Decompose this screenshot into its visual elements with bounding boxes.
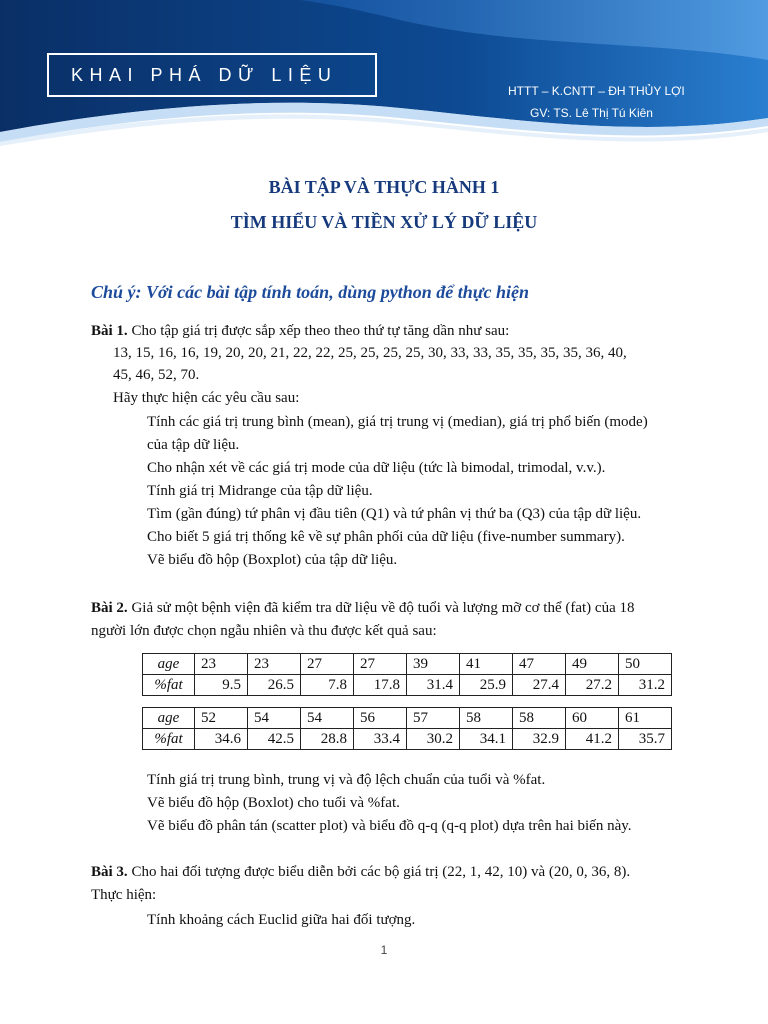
table-cell: 27 — [301, 654, 354, 675]
bai1-task-2: Cho nhận xét về các giá trị mode của dữ liệu (tức là bimodal, trimodal, v.v.). — [147, 460, 606, 476]
bai2-intro-text: Giả sử một bệnh viện đã kiểm tra dữ liệu về độ tuổi và lượng mỡ cơ thể (fat) của 18 — [127, 600, 635, 616]
table-cell: 49 — [566, 654, 619, 675]
bai1-task-1b: của tập dữ liệu. — [147, 437, 240, 453]
bai3-intro-text: Cho hai đối tượng được biểu diễn bởi các bộ giá trị (22, 1, 42, 10) và (20, 0, 36, 8). — [127, 864, 631, 880]
bai1-task-6: Vẽ biểu đồ hộp (Boxplot) của tập dữ liệu. — [147, 552, 398, 568]
bai2-task-1: Tính giá trị trung bình, trung vị và độ lệch chuẩn của tuổi và %fat. — [147, 772, 546, 788]
bai2-label: Bài 2. — [91, 600, 128, 616]
data-table-1 — [142, 653, 672, 696]
table-row-fat — [143, 729, 672, 750]
table-cell: 41.2 — [566, 729, 619, 750]
table-cell: 57 — [407, 708, 460, 729]
data-table-2 — [142, 707, 672, 750]
bai3-task-1: Tính khoảng cách Euclid giữa hai đối tượng. — [147, 912, 416, 928]
table-cell: 54 — [301, 708, 354, 729]
bai1-task-intro: Hãy thực hiện các yêu cầu sau: — [113, 390, 300, 406]
doc-title-line1: BÀI TẬP VÀ THỰC HÀNH 1 — [268, 177, 500, 197]
table-cell: 34.6 — [195, 729, 248, 750]
table-cell: 33.4 — [354, 729, 407, 750]
table-cell: 23 — [195, 654, 248, 675]
table-cell: 26.5 — [248, 675, 301, 696]
bai1-task-5: Cho biết 5 giá trị thống kê về sự phân phối của dữ liệu (five-number summary). — [147, 529, 625, 545]
table-row-age — [143, 654, 672, 675]
header-teacher: GV: TS. Lê Thị Tú Kiên — [530, 106, 653, 120]
header-info — [500, 80, 730, 124]
bai1-task-3: Tính giá trị Midrange của tập dữ liệu. — [147, 483, 373, 499]
table-cell: 58 — [513, 708, 566, 729]
bai3-intro — [91, 862, 630, 882]
row-header-age: age — [143, 708, 195, 729]
table-cell: 31.2 — [619, 675, 672, 696]
table-cell: 27.4 — [513, 675, 566, 696]
table-cell: 32.9 — [513, 729, 566, 750]
bai1-intro-text: Cho tập giá trị được sắp xếp theo theo thứ tự tăng dần như sau: — [127, 323, 510, 339]
bai3-intro-line2: Thực hiện: — [91, 887, 157, 903]
course-title-box: KHAI PHÁ DỮ LIỆU — [47, 53, 377, 97]
row-header-age: age — [143, 654, 195, 675]
row-header-fat: %fat — [143, 729, 195, 750]
table-cell: 54 — [248, 708, 301, 729]
bai1-task-4: Tìm (gần đúng) tứ phân vị đầu tiên (Q1) và tứ phân vị thứ ba (Q3) của tập dữ liệu. — [147, 506, 642, 522]
table-cell: 42.5 — [248, 729, 301, 750]
table-cell: 35.7 — [619, 729, 672, 750]
table-cell: 31.4 — [407, 675, 460, 696]
table-cell: 56 — [354, 708, 407, 729]
table-cell: 47 — [513, 654, 566, 675]
table-cell: 25.9 — [460, 675, 513, 696]
table-cell: 17.8 — [354, 675, 407, 696]
table-cell: 41 — [460, 654, 513, 675]
table-cell: 34.1 — [460, 729, 513, 750]
table-cell: 7.8 — [301, 675, 354, 696]
note-text: Chú ý: Với các bài tập tính toán, dùng python để thực hiện — [91, 282, 530, 302]
header-banner — [0, 0, 768, 150]
table-cell: 23 — [248, 654, 301, 675]
table-cell: 61 — [619, 708, 672, 729]
bai1-data-line2: 45, 46, 52, 70. — [113, 367, 200, 383]
table-cell: 9.5 — [195, 675, 248, 696]
bai2-intro-line2: người lớn được chọn ngẫu nhiên và thu được kết quả sau: — [91, 623, 437, 639]
table-cell: 39 — [407, 654, 460, 675]
table-cell: 27 — [354, 654, 407, 675]
table-cell: 28.8 — [301, 729, 354, 750]
bai2-intro — [91, 598, 635, 618]
table-row-age — [143, 708, 672, 729]
bai3-label: Bài 3. — [91, 864, 128, 880]
bai2-task-3: Vẽ biểu đồ phân tán (scatter plot) và biểu đồ q-q (q-q plot) dựa trên hai biến này. — [147, 818, 632, 834]
page-number: 1 — [380, 943, 388, 957]
table-row-fat — [143, 675, 672, 696]
bai1-intro — [91, 321, 509, 341]
bai1-data-line1: 13, 15, 16, 16, 19, 20, 20, 21, 22, 22, 25, 25, 25, 25, 30, 33, 33, 35, 35, 35, 35, 36, 40, — [113, 345, 627, 361]
table-cell: 50 — [619, 654, 672, 675]
table-cell: 60 — [566, 708, 619, 729]
table-cell: 58 — [460, 708, 513, 729]
row-header-fat: %fat — [143, 675, 195, 696]
table-cell: 30.2 — [407, 729, 460, 750]
bai1-task-1: Tính các giá trị trung bình (mean), giá trị trung vị (median), giá trị phổ biến (mode) — [147, 414, 648, 430]
bai2-task-2: Vẽ biểu đồ hộp (Boxlot) cho tuổi và %fat. — [147, 795, 400, 811]
header-org: HTTT – K.CNTT – ĐH THỦY LỢI — [508, 84, 685, 98]
table-cell: 52 — [195, 708, 248, 729]
bai1-label: Bài 1. — [91, 323, 128, 339]
doc-title-line2: TÌM HIỂU VÀ TIỀN XỬ LÝ DỮ LIỆU — [230, 212, 538, 232]
table-cell: 27.2 — [566, 675, 619, 696]
